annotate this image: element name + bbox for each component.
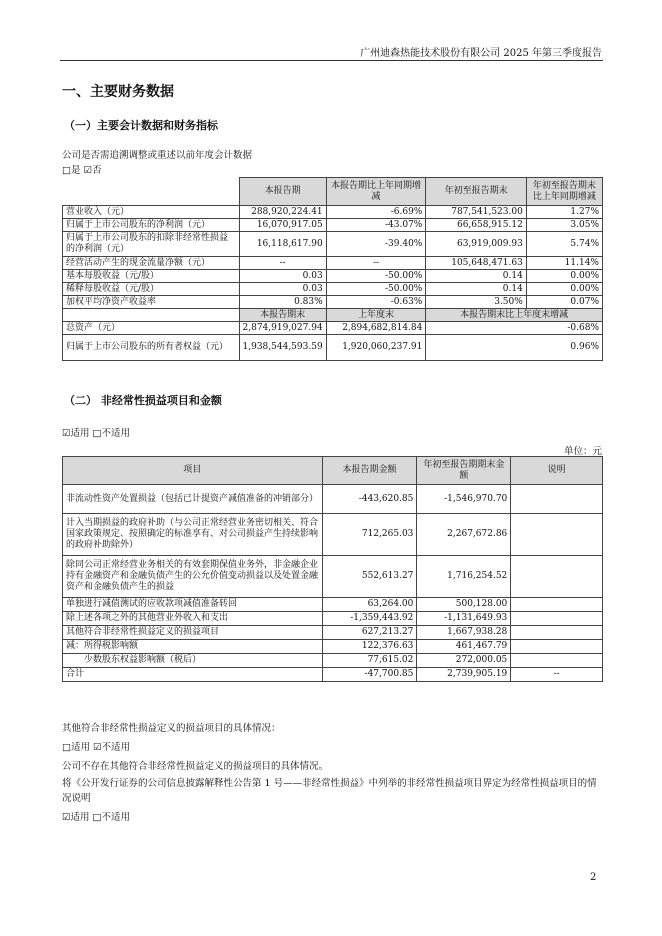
cell: 0.14 <box>426 270 526 283</box>
header-cell: 本报告期 <box>239 178 326 206</box>
cell <box>511 556 603 598</box>
table-row <box>63 257 603 270</box>
cell: 16,070,917.05 <box>239 219 326 232</box>
subsection-title-1: （一）主要会计数据和财务指标 <box>64 119 218 132</box>
cell: 787,541,523.00 <box>426 206 526 219</box>
cell: 3.50% <box>426 296 526 309</box>
table-row <box>63 283 603 296</box>
cell: 1,716,254.52 <box>417 556 511 598</box>
unit-label: 单位：元 <box>563 446 602 457</box>
other-items-label: 其他符合非经常性损益定义的损益项目的具体情况： <box>62 723 281 734</box>
row-label: 总资产（元） <box>63 322 240 335</box>
cell: 1.27% <box>526 206 602 219</box>
cell: 500,128.00 <box>417 598 511 612</box>
non-recurring-items-table <box>62 456 603 682</box>
header-cell: 说明 <box>511 457 603 485</box>
table-row <box>63 335 603 361</box>
row-label: 少数股东权益影响额（税后） <box>63 654 323 668</box>
header-cell: 上年度末 <box>326 309 426 322</box>
cell <box>511 612 603 626</box>
table-row <box>63 485 603 514</box>
table-row <box>63 206 603 219</box>
cell: 1,938,544,593.59 <box>239 335 326 361</box>
cell: 461,467.79 <box>417 640 511 654</box>
cell: 16,118,617.90 <box>239 232 326 257</box>
restatement-question: 公司是否需追溯调整或重述以前年度会计数据 <box>62 150 253 161</box>
cell: -39.40% <box>326 232 426 257</box>
table-row <box>63 640 603 654</box>
cell: 11.14% <box>526 257 602 270</box>
table-row <box>63 626 603 640</box>
row-label: 营业收入（元） <box>63 206 240 219</box>
cell: 105,648,471.63 <box>426 257 526 270</box>
cell: -0.63% <box>326 296 426 309</box>
cell <box>511 626 603 640</box>
restatement-checkbox: □是 ☑否 <box>62 165 102 176</box>
cell: -- <box>239 257 326 270</box>
cell: -443,620.85 <box>322 485 417 514</box>
cell: 122,376.63 <box>322 640 417 654</box>
cell: -- <box>326 257 426 270</box>
table-row <box>63 219 603 232</box>
cell: -0.68% <box>426 322 603 335</box>
row-label: 稀释每股收益（元/股） <box>63 283 240 296</box>
cell <box>511 654 603 668</box>
cell: 66,658,915.12 <box>426 219 526 232</box>
row-label: 单独进行减值测试的应收款项减值准备转回 <box>63 598 323 612</box>
cell: 712,265.03 <box>322 514 417 556</box>
cell: 0.07% <box>526 296 602 309</box>
cell: 2,874,919,027.94 <box>239 322 326 335</box>
row-label: 经营活动产生的现金流量净额（元） <box>63 257 240 270</box>
table-row <box>63 514 603 556</box>
table-row <box>63 654 603 668</box>
cell: -1,359,443.92 <box>322 612 417 626</box>
cell: 1,920,060,237.91 <box>326 335 426 361</box>
table-row <box>63 270 603 283</box>
header-cell: 项目 <box>63 457 323 485</box>
cell: 5.74% <box>526 232 602 257</box>
row-label: 归属于上市公司股东的所有者权益（元） <box>63 335 240 361</box>
cell: -1,131,649.93 <box>417 612 511 626</box>
cell: 0.00% <box>526 283 602 296</box>
cell: 1,667,938.28 <box>417 626 511 640</box>
cell <box>511 485 603 514</box>
row-label: 其他符合非经常性损益定义的损益项目 <box>63 626 323 640</box>
row-label: 计入当期损益的政府补助（与公司正常经营业务密切相关、符合国家政策规定、按照确定的标准享有、对公司损益产生持续影响的政府补助除外） <box>63 514 323 556</box>
cell <box>511 640 603 654</box>
cell: -- <box>511 668 603 682</box>
header-cell: 本报告期金额 <box>322 457 417 485</box>
row-label: 除上述各项之外的其他营业外收入和支出 <box>63 612 323 626</box>
cell: -50.00% <box>326 283 426 296</box>
page-number: 2 <box>590 872 597 883</box>
cell: 0.03 <box>239 270 326 283</box>
header-cell: 本报告期末 <box>239 309 326 322</box>
row-label: 归属于上市公司股东的净利润（元） <box>63 219 240 232</box>
cell: -43.07% <box>326 219 426 232</box>
cell: 0.96% <box>426 335 603 361</box>
applicability-checkbox: ☑适用 □不适用 <box>62 428 131 439</box>
applicability-checkbox-2: □适用 ☑不适用 <box>62 742 131 753</box>
row-label: 除同公司正常经营业务相关的有效套期保值业务外，非金融企业持有金融资产和金融负债产生的公允价值变动损益以及处置金融资产和金融负债产生的损益 <box>63 556 323 598</box>
row-label: 归属于上市公司股东的扣除非经常性损益的净利润（元） <box>63 232 240 257</box>
cell: 552,613.27 <box>322 556 417 598</box>
header-cell: 年初至报告期期末金额 <box>417 457 511 485</box>
cell: 0.03 <box>239 283 326 296</box>
cell: 288,920,224.41 <box>239 206 326 219</box>
table-row <box>63 598 603 612</box>
cell: 0.83% <box>239 296 326 309</box>
table-row <box>63 232 603 257</box>
cell: 3.05% <box>526 219 602 232</box>
table-row <box>63 556 603 598</box>
cell: 2,739,905.19 <box>417 668 511 682</box>
cell: 63,264.00 <box>322 598 417 612</box>
cell <box>511 514 603 556</box>
row-label: 合计 <box>63 668 323 682</box>
cell: -6.69% <box>326 206 426 219</box>
header-cell: 本报告期末比上年度末增减 <box>426 309 603 322</box>
cell: 627,213.27 <box>322 626 417 640</box>
row-label: 非流动性资产处置损益（包括已计提资产减值准备的冲销部分） <box>63 485 323 514</box>
page-header: 广州迪森热能技术股份有限公司 2025 年第三季度报告 <box>360 48 602 59</box>
cell: 2,894,682,814.84 <box>326 322 426 335</box>
cell: 63,919,009.93 <box>426 232 526 257</box>
table-row <box>63 296 603 309</box>
cell: -47,700.85 <box>322 668 417 682</box>
row-label: 减：所得税影响额 <box>63 640 323 654</box>
cell: 272,000.05 <box>417 654 511 668</box>
section-title: 一、主要财务数据 <box>62 84 174 100</box>
subsection-title-2: （二） 非经常性损益项目和金额 <box>64 394 222 407</box>
cell: 77,615.02 <box>322 654 417 668</box>
header-cell <box>63 309 240 322</box>
cell: 2,267,672.86 <box>417 514 511 556</box>
cell: -1,546,970.70 <box>417 485 511 514</box>
header-cell: 本报告期比上年同期增减 <box>326 178 426 206</box>
header-cell <box>63 178 240 206</box>
financial-data-table <box>62 177 603 361</box>
table-row <box>63 668 603 682</box>
table-row <box>63 612 603 626</box>
header-divider <box>60 60 603 61</box>
reclassification-note: 将《公开发行证券的公司信息披露解释性公告第 1 号——非经常性损益》中列举的非经常性损益项目界定为经常性损益项目的情况说明 <box>62 778 597 804</box>
row-label: 基本每股收益（元/股） <box>63 270 240 283</box>
row-label: 加权平均净资产收益率 <box>63 296 240 309</box>
applicability-checkbox-3: ☑适用 □不适用 <box>62 812 131 823</box>
cell: -50.00% <box>326 270 426 283</box>
table-row <box>63 322 603 335</box>
header-cell: 年初至报告期末比上年同期增减 <box>526 178 602 206</box>
cell <box>511 598 603 612</box>
no-other-items-text: 公司不存在其他符合非经常性损益定义的损益项目的具体情况。 <box>62 761 329 772</box>
cell: 0.14 <box>426 283 526 296</box>
header-cell: 年初至报告期末 <box>426 178 526 206</box>
cell: 0.00% <box>526 270 602 283</box>
